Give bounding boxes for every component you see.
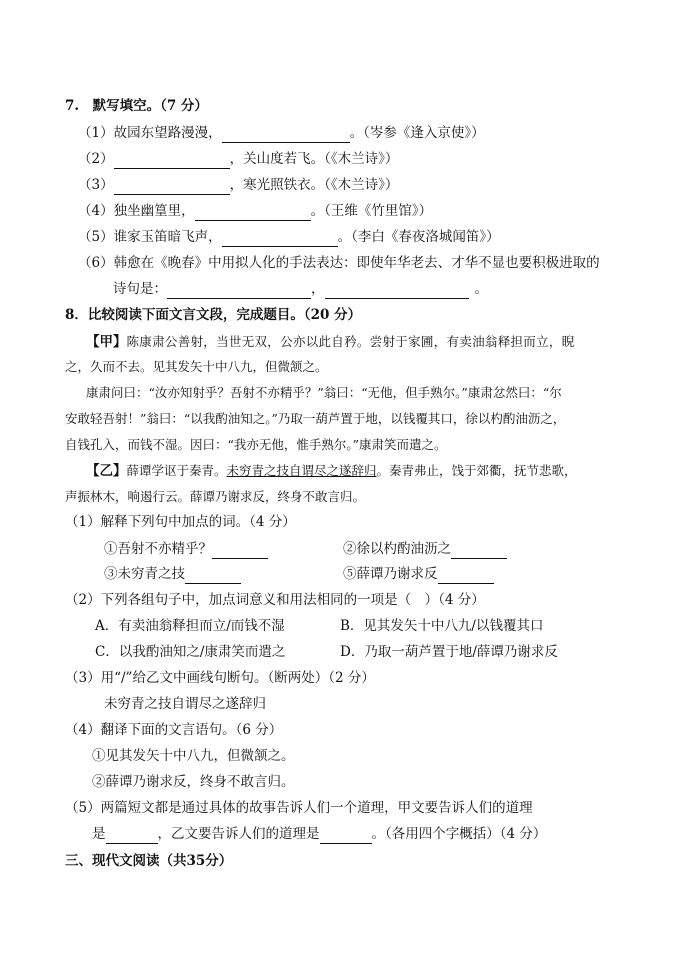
q8-s5-l2-pre: 是: [92, 826, 106, 842]
q8-jia-p1-l2: 之，久而不去。见其发矢十中八九，但微颔之。: [65, 359, 328, 374]
q8-s2-option-b[interactable]: B．见其发矢十中八九/以钱覆其口: [340, 618, 544, 634]
q7-line-4: [78, 201, 432, 221]
q7-blank-4[interactable]: [195, 205, 311, 221]
q8-jia-label: 【甲】: [86, 334, 127, 350]
q7-header: 7. 默写填空。（7 分）: [65, 98, 208, 114]
q8-s2-option-d[interactable]: D．乃取一葫芦置于地/薛谭乃谢求反: [340, 644, 558, 660]
q8-s4-header: （4）翻译下面的文言语句。（6 分）: [65, 722, 283, 738]
q8-s5-l1: （5）两篇短文都是通过具体的故事告诉人们一个道理，甲文要告诉人们的道理: [65, 800, 533, 816]
q7-blank-6b[interactable]: [325, 283, 469, 299]
q8-jia-p2-l3: 自钱孔入，而钱不湿。因曰：“我亦无他，惟手熟尔。”康肃笑而遣之。: [65, 437, 447, 452]
q7-line-1: [78, 123, 485, 143]
q7-line-2-text: ，关山度若飞。（《木兰诗》）: [229, 151, 399, 167]
q7-line-5-text: （5）谁家玉笛暗飞声，: [78, 229, 222, 245]
q8-yi-l1-pre: 薛谭学讴于秦青。: [126, 463, 227, 478]
q8-jia-p1-l1-text: 陈康肃公善射，当世无双，公亦以此自矜。尝射于家圃，有卖油翁释担而立，睨: [126, 334, 575, 349]
q7-line-6b-label: 诗句是：: [113, 281, 167, 297]
q7-line-6a: （6）韩愈在《晚春》中用拟人化的手法表达：即使年华老去、才华不显也要积极进取的: [78, 255, 600, 271]
q8-s1-a-text: ①吾射不亦精乎？: [104, 541, 212, 557]
q8-yi-underlined-sentence: 未穷青之技自谓尽之遂辞归: [226, 463, 377, 478]
q7-line-6b-sep: ，: [311, 281, 325, 297]
q8-s1-a: [104, 539, 268, 559]
q8-s2-option-a[interactable]: A．有卖油翁释担而立/而钱不湿: [95, 618, 285, 634]
q8-s2-option-c[interactable]: C．以我酌油知之/康肃笑而遣之: [95, 644, 286, 660]
q8-s5-blank-1[interactable]: [106, 828, 158, 844]
q7-line-1-text: （1）故园东望路漫漫，: [78, 125, 222, 141]
q8-yi-l2: 声振林木，响遏行云。薛谭乃谢求反，终身不敢言归。: [65, 489, 366, 504]
q8-s5-blank-2[interactable]: [320, 828, 372, 844]
q8-s1-b-blank[interactable]: [451, 543, 507, 559]
q8-yi-l1: [86, 461, 577, 481]
q8-yi-l1-post: 。秦青弗止，饯于郊衢，抚节悲歌，: [376, 463, 577, 478]
sec3-header: 三、现代文阅读（共35分）: [65, 853, 233, 869]
q8-s1-c: [104, 564, 241, 584]
q8-yi-label: 【乙】: [86, 463, 127, 479]
q7-line-6b-end: 。: [474, 281, 488, 297]
q7-line-6b: [113, 279, 488, 299]
q7-line-4-source: 。（王维《竹里馆》）: [310, 203, 433, 219]
q8-jia-p2-l2: 安敢轻吾射！”翁曰：“以我酌油知之。”乃取一葫芦置于地，以钱覆其口，徐以杓酌油沥之，: [65, 411, 566, 426]
q7-line-3-num: （3）: [78, 177, 114, 193]
q7-line-2: [78, 149, 398, 169]
q8-s4-a: ①见其发矢十中八九，但微颔之。: [92, 748, 295, 764]
q8-s1-header: （1）解释下列句中加点的词。（4 分）: [65, 514, 296, 530]
q7-blank-3[interactable]: [114, 179, 230, 195]
q7-line-3-text: ，寒光照铁衣。（《木兰诗》）: [229, 177, 399, 193]
q8-jia-p2-l1: 康肃问曰：“汝亦知射乎？吾射不亦精乎？”翁曰：“无他，但手熟尔。”康肃忿然曰：“尔: [86, 385, 562, 400]
q7-blank-5[interactable]: [222, 231, 338, 247]
q8-s1-c-blank[interactable]: [185, 568, 241, 584]
q8-s3-header: （3）用“/”给乙文中画线句断句。（断两处）（2 分）: [65, 670, 375, 686]
q7-line-3: [78, 175, 398, 195]
q8-s1-b: [343, 539, 507, 559]
q7-line-4-text: （4）独坐幽篁里，: [78, 203, 195, 219]
q7-blank-6a[interactable]: [167, 283, 311, 299]
q7-blank-1[interactable]: [222, 127, 350, 143]
q8-s1-c-text: ③未穷青之技: [104, 566, 185, 582]
q8-s5-l2-post: 。（各用四个字概括）（4 分）: [371, 826, 547, 842]
q8-s1-d-text: ⑤薛谭乃谢求反: [343, 566, 438, 582]
q8-header: 8．比较阅读下面文言文段，完成题目。（20 分）: [65, 307, 362, 323]
q7-line-5-source: 。（李白《春夜洛城闻笛》）: [337, 229, 500, 245]
q7-blank-2[interactable]: [114, 153, 230, 169]
q7-line-5: [78, 227, 500, 247]
q7-line-1-source: 。（岑参《逢入京使》）: [349, 125, 485, 141]
q8-s1-d: [343, 564, 494, 584]
q8-s4-b: ②薛谭乃谢求反，终身不敢言归。: [92, 774, 295, 790]
q8-s2-header: （2）下列各组句子中，加点词意义和用法相同的一项是（ ）（4 分）: [65, 592, 485, 608]
q7-line-2-num: （2）: [78, 151, 114, 167]
q8-s5-l2-mid: ，乙文要告诉人们的道理是: [157, 826, 320, 842]
q8-s5-l2: [92, 824, 546, 844]
q8-s1-a-blank[interactable]: [212, 543, 268, 559]
q8-jia-p1-l1: [86, 332, 575, 352]
q8-s1-d-blank[interactable]: [438, 568, 494, 584]
q8-s3-sentence: 未穷青之技自谓尽之遂辞归: [104, 696, 266, 712]
q8-s1-b-text: ②徐以杓酌油沥之: [343, 541, 451, 557]
